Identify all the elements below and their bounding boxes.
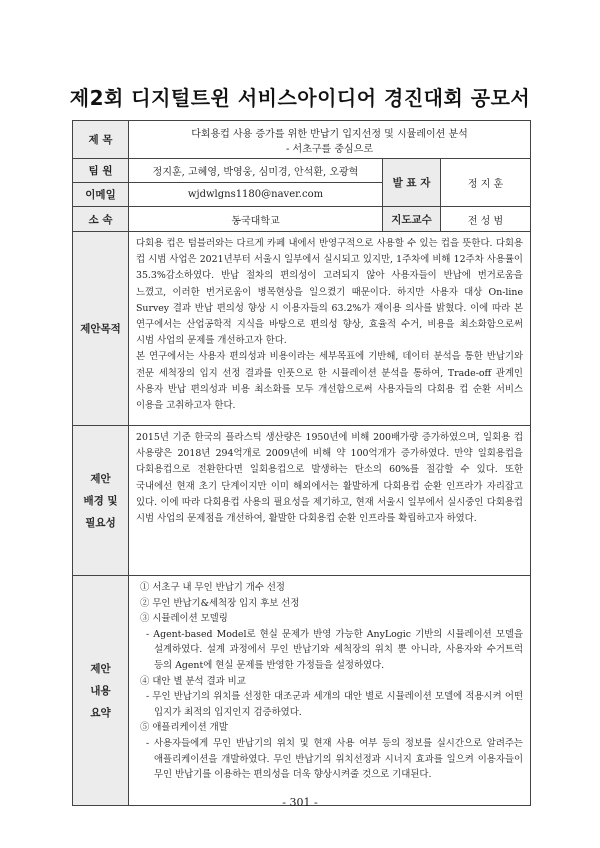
summary-body [129, 576, 531, 806]
subject-label: 제 목 [73, 121, 129, 159]
team-value: 정지훈, 고혜영, 박영웅, 심미경, 안석환, 오광혁 [129, 159, 383, 183]
summary-item: ① 서초구 내 무인 반납기 개수 선정 [140, 582, 285, 593]
summary-subitem: - 무인 반납기의 위치를 선정한 대조군과 세개의 대안 별로 시뮬레이션 모델에 적용시켜 어떤 입지가 최적의 입지인지 검증하였다. [146, 691, 523, 718]
summary-item: ⑤ 애플리케이션 개발 [140, 722, 228, 734]
background-label-line-1: 제안 [90, 472, 111, 485]
affiliation-label: 소 속 [73, 207, 129, 232]
presenter-value: 정 지 훈 [441, 159, 531, 207]
background-paragraph: 2015년 기준 한국의 플라스틱 생산량은 1950년에 비해 200배가량 증가하였으며, 일회용 컵 사용량은 2018년 294억개로 2009년에 비해 약 100억개가 증가하였다. 만약 일회용컵을 다회용컵으로 전환한다면 일회용컵으로 발생하는 탄소의 60%를 절감할 수 있다. 또한 국내에선 현재 초기 단계이지만 이미 해외에서는 활발하게 다회용컵 순환 인프라가 자리잡고 있다. 이에 따라 다회용컵 사용의 필요성을 제기하고, 현재 서울시 일부에서 실시중인 다회용컵 시범 사업의 문제점을 개선하여, 활발한 다회용컵 순환 인프라를 확립하고자 하였다. [136, 432, 523, 525]
summary-subitem: - Agent-based Model로 현실 문제가 반영 가능한 AnyLogic 기반의 시뮬레이션 모델을 설계하였다. 설계 과정에서 무인 반납기와 세척장의 위치 뿐 아니라, 사용자와 수거트럭 등의 Agent에 현실 문제를 반영한 가정들을 설정하였다. [146, 628, 523, 671]
advisor-label: 지도교수 [383, 207, 441, 232]
purpose-paragraph-1: 다회용 컵은 텀블러와는 다르게 카페 내에서 반영구적으로 사용할 수 있는 컵을 뜻한다. 다회용 컵 시범 사업은 2021년부터 서울시 일부에서 실시되고 있지만, 1주차에 비해 12주차 사용률이 35.3%감소하였다. 반납 절차의 편의성이 고려되지 않아 사용자들이 반납에 번거로움을 느꼈고, 이러한 번거로움이 병목현상을 일으켰기 때문이다. 하지만 사용자 대상 On-line Survey 결과 반납 편의성 향상 시 이용자들의 63.2%가 재이용 의사를 밝혔다. 이에 따라 본 연구에서는 산업공학적 지식을 바탕으로 편의성 향상, 효율적 수거, 비용을 최소화함으로써 시범 사업의 문제를 개선하고자 한다. [136, 238, 523, 347]
subject-line-1: 다회용컵 사용 증가를 위한 반납기 입지선정 및 시뮬레이션 분석 [191, 128, 468, 140]
presenter-label: 발 표 자 [383, 159, 441, 207]
summary-label-line-1: 제안 [90, 662, 111, 675]
affiliation-value: 동국대학교 [129, 207, 383, 232]
email-value: wjdwlgns1180@naver.com [129, 183, 383, 207]
proposal-table [72, 120, 531, 806]
subject-line-2: - 서초구를 중심으로 [285, 143, 374, 155]
background-body [129, 426, 531, 576]
summary-label-line-3: 요약 [90, 706, 111, 719]
page-number: - 301 - [282, 796, 318, 809]
purpose-body [129, 232, 531, 426]
purpose-paragraph-2: 본 연구에서는 사용자 편의성과 비용이라는 세부목표에 기반해, 데이터 분석을 통한 반납기와 전문 세척장의 입지 선정 결과를 인풋으로 한 시뮬레이션 분석을 통하여, Trade-off 관계인 사용자 반납 편의성과 비용 최소화를 모두 개선함으로써 사용자들의 다회용 컵 순환 서비스 이용을 고취하고자 한다. [136, 351, 523, 412]
summary-label-line-2: 내용 [90, 684, 111, 697]
summary-item: ④ 대안 별 분석 결과 비교 [140, 675, 246, 687]
subject-value [129, 121, 531, 159]
email-label: 이메일 [73, 183, 129, 207]
background-label-line-2: 배경 및 [83, 494, 118, 507]
purpose-label: 제안목적 [73, 232, 129, 426]
document-title: 제2회 디지털트윈 서비스아이디어 경진대회 공모서 [69, 86, 531, 110]
summary-item: ② 무인 반납기&세척장 입지 후보 선정 [140, 597, 300, 609]
summary-label [73, 576, 129, 806]
summary-item: ③ 시뮬레이션 모델링 [140, 613, 228, 625]
background-label-line-3: 필요성 [85, 516, 116, 529]
advisor-value: 전 성 범 [441, 207, 531, 232]
summary-subitem: - 사용자들에게 무인 반납기의 위치 및 현재 사용 여부 등의 정보를 실시간으로 알려주는 애플리케이션을 개발하였다. 무인 반납기의 위치선정과 시너지 효과를 일으켜 이용자들이 무인 반납기를 이용하는 편의성을 더욱 향상시켜줄 것으로 기대된다. [146, 737, 523, 781]
background-label [73, 426, 129, 576]
team-label: 팀 원 [73, 159, 129, 183]
